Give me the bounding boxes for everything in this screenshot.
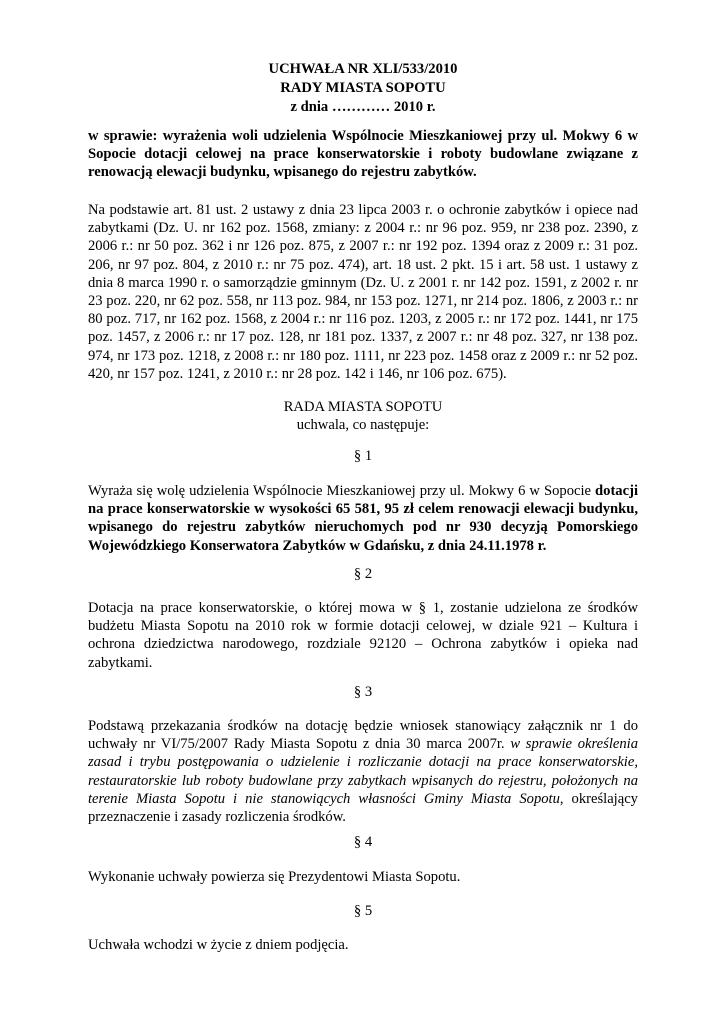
- section-mark-3: § 3: [353, 684, 373, 700]
- section-3-plain-end: , określający przeznaczenie i zasady rozliczenia środków.: [88, 790, 638, 826]
- resolution-subject: w sprawie: wyrażenia woli udzielenia Wspólnocie Mieszkaniowej przy ul. Mokwy 6 w Sopocie dotacji celowej na prace konserwatorskie i roboty budowlane związane z renowacją elewacji budynku, wpisanego do rejestru zabytków.: [88, 128, 638, 181]
- section-1-bold: dotacji na prace konserwatorskie w wysokości 65 581, 95 zł celem renowacji elewacji budynku, wpisanego do rejestru zabytków nieruchomych pod nr 930 decyzją Pomorskiego Wojewódzkiego Konserwatora Zabytków w Gdańsku, z dnia 24.11.1978 r.: [88, 483, 638, 554]
- section-mark-1: § 1: [353, 448, 373, 464]
- section-mark-2: § 2: [353, 566, 373, 582]
- section-1-plain: Wyraża się wolę udzielenia Wspólnocie Mieszkaniowej przy ul. Mokwy 6 w Sopocie: [88, 483, 596, 499]
- council-enactment: [88, 398, 638, 434]
- section-4-text: Wykonanie uchwały powierza się Prezydentowi Miasta Sopotu.: [88, 869, 461, 885]
- legal-basis: Na podstawie art. 81 ust. 2 ustawy z dnia 23 lipca 2003 r. o ochronie zabytków i opiece nad zabytkami (Dz. U. nr 162 poz. 1568, zmiany: z 2004 r.: nr 96 poz. 959, nr 238 poz. 2390, z 2006 r.: nr 50 poz. 362 i nr 126 poz. 875, z 2007 r.: nr 192 poz. 1394 oraz z 2009 r.: 31 poz. 206, nr 97 poz. 804, z 2010 r.: nr 75 poz. 474), art. 18 ust. 2 pkt. 15 i art. 58 ust. 1 ustawy z dnia 8 marca 1990 r. o samorządzie gminnym (Dz. U. z 2001 r. nr 142 poz. 1591, z 2002 r. nr 23 poz. 220, nr 62 poz. 558, nr 113 poz. 984, nr 153 poz. 1271, nr 214 poz. 1806, z 2003 r.: nr 80 poz. 717, nr 162 poz. 1568, z 2004 r.: nr 116 poz. 1203, z 2005 r.: nr 172 poz. 1441, nr 175 poz. 1457, z 2006 r.: nr 17 poz. 128, nr 181 poz. 1337, z 2007 r.: nr 48 poz. 327, nr 138 poz. 974, nr 173 poz. 1218, z 2008 r.: nr 180 poz. 1111, nr 223 poz. 1458 oraz z 2009 r.: nr 52 poz. 420, nr 157 poz. 1241, z 2010 r.: nr 28 poz. 142 i 146, nr 106 poz. 675).: [88, 202, 638, 382]
- resolution-header: [88, 60, 638, 117]
- section-mark-5: § 5: [353, 903, 373, 919]
- section-1-text: [88, 482, 638, 555]
- section-3-italic: w sprawie określenia zasad i trybu postępowania o udzielenie i rozliczanie dotacji na prace konserwatorskie, restauratorskie lub roboty budowlane przy zabytkach wpisanych do rejestru, położonych na terenie Miasta Sopotu i nie stanowiących własności Gminy Miasta Sopotu: [88, 736, 638, 807]
- council-heading: RADA MIASTA SOPOTU: [283, 399, 443, 415]
- council-enacts: uchwala, co następuje:: [296, 417, 430, 434]
- resolution-number: UCHWAŁA NR XLI/533/2010: [268, 61, 458, 77]
- resolution-date: z dnia ………… 2010 r.: [290, 99, 436, 115]
- council-name: RADY MIASTA SOPOTU: [280, 80, 446, 96]
- section-2-text: Dotacja na prace konserwatorskie, o której mowa w § 1, zostanie udzielona ze środków budżetu Miasta Sopotu na 2010 rok w formie dotacji celowej, w dziale 921 – Kultura i ochrona dziedzictwa narodowego, rozdziale 92120 – Ochrona zabytków i opieka nad zabytkami.: [88, 600, 638, 671]
- section-5-text: Uchwała wchodzi w życie z dniem podjęcia.: [88, 937, 349, 953]
- section-3-text: [88, 717, 638, 826]
- section-3-plain-start: Podstawą przekazania środków na dotację będzie wniosek stanowiący załącznik nr 1 do uchwały nr VI/75/2007 Rady Miasta Sopotu z dnia 30 marca 2007r.: [88, 718, 638, 753]
- section-mark-4: § 4: [353, 834, 373, 850]
